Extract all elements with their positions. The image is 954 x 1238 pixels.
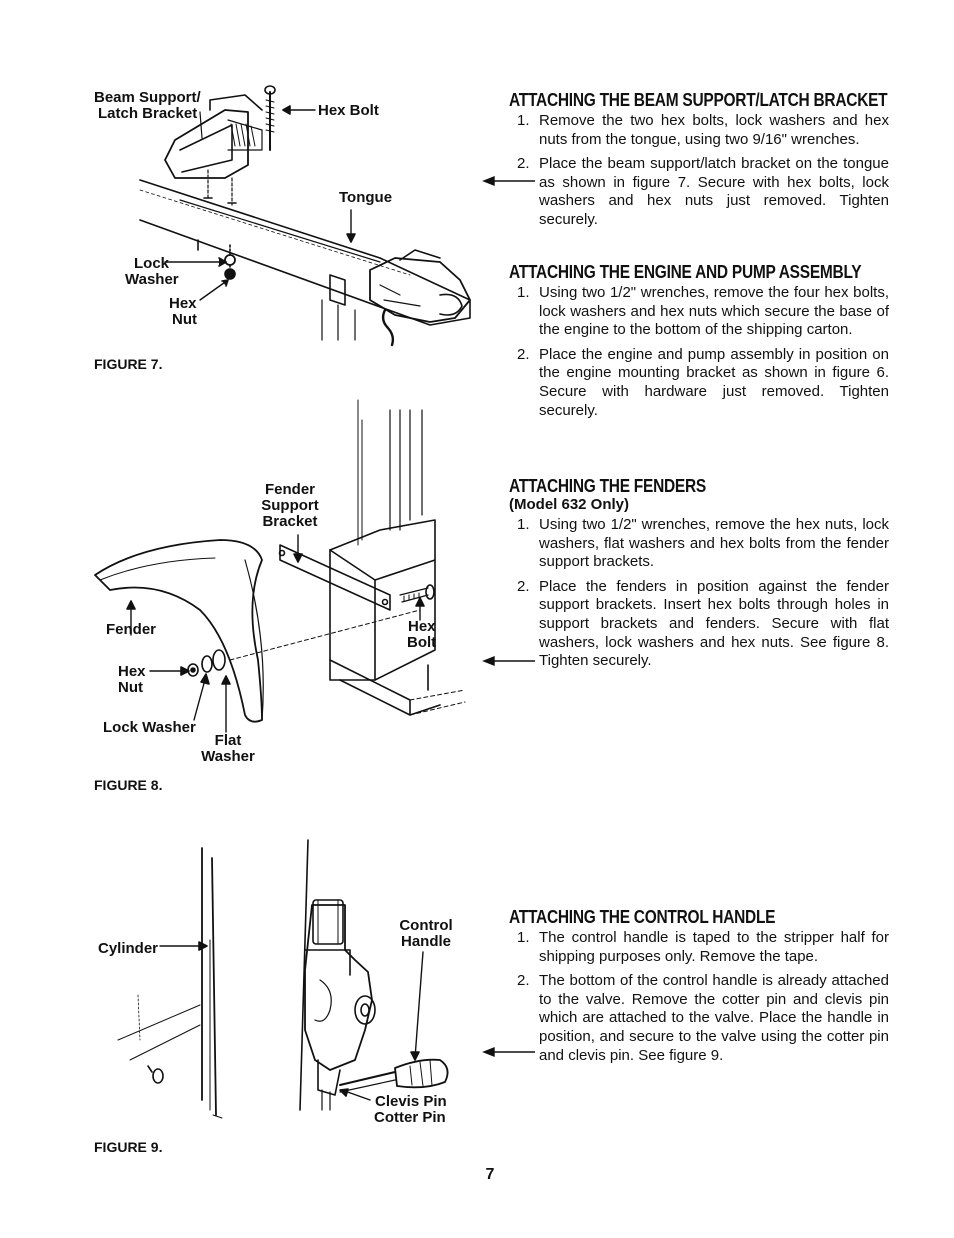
fig9-label-control-handle-1: Control (399, 917, 453, 934)
step-number: 2. (517, 345, 530, 363)
step-item (509, 516, 889, 572)
step-text: The control handle is taped to the stripper half for shipping purposes only. Remove the tape. (539, 929, 889, 965)
fig9-label-clevis-pin: Clevis Pin (375, 1093, 447, 1110)
fig7-label-nut: Nut (172, 311, 197, 328)
fig9-label-control-handle-2: Handle (400, 933, 451, 950)
section-fenders (509, 476, 889, 677)
step-text: Place the engine and pump assembly in position on the engine mounting bracket as shown in figure 6. Secure with hardware just removed. Tighten securely. (539, 345, 889, 419)
step-list (509, 929, 889, 1065)
fig8-label-hex-bolt-1: Hex (408, 618, 436, 635)
step-list (509, 112, 889, 230)
step-item (509, 929, 889, 966)
step-number: 2. (517, 577, 530, 595)
step-item (509, 284, 889, 340)
step-text: Using two 1/2" wrenches, remove the hex nuts, lock washers, flat washers and hex bolts from the fender support brackets. (539, 516, 889, 571)
section-title: ATTACHING THE CONTROL HANDLE (509, 907, 776, 927)
step-number: 1. (517, 112, 530, 129)
step-text: Using two 1/2" wrenches, remove the four hex bolts, lock washers and hex nuts which secure the base of the engine to the bottom of the shipping carton. (539, 284, 889, 339)
fig9-label-cylinder: Cylinder (98, 940, 159, 957)
figure-9-caption: FIGURE 9. (94, 1139, 163, 1155)
step-number: 2. (517, 155, 530, 173)
fig8-label-hex-nut-1: Hex (118, 663, 146, 680)
fig8-label-hex-nut-2: Nut (118, 679, 143, 696)
fig8-label-flat-washer-2: Washer (201, 748, 255, 765)
section-engine-pump (509, 262, 889, 426)
section-subtitle: (Model 632 Only) (509, 496, 630, 513)
step-number: 2. (517, 972, 530, 990)
page-number: 7 (485, 1166, 495, 1183)
step-item (509, 155, 889, 229)
step-list (509, 284, 889, 420)
fig7-label-hex-bolt: Hex Bolt (318, 102, 379, 119)
fig7-label-lock: Lock (134, 255, 170, 272)
section-beam-support (509, 90, 889, 236)
fig8-label-lock-washer: Lock Washer (103, 719, 196, 736)
step-text: The bottom of the control handle is already attached to the valve. Remove the cotter pin and clevis pin which are attached to the valve. Place the handle in position, and secure to the valve using the cotter pin and clevis pin. See figure 9. (539, 972, 889, 1064)
section-control-handle (509, 907, 889, 1071)
step-item (509, 346, 889, 420)
fig7-label-tongue: Tongue (339, 189, 393, 206)
fig8-label-hex-bolt-2: Bolt (407, 634, 437, 651)
section-title: ATTACHING THE BEAM SUPPORT/LATCH BRACKET (509, 90, 888, 110)
fig7-label-latch-bracket: Latch Bracket (98, 105, 198, 122)
step-list (509, 516, 889, 671)
step-number: 1. (517, 284, 530, 301)
fig7-label-hex: Hex (169, 295, 197, 312)
section-title: ATTACHING THE ENGINE AND PUMP ASSEMBLY (509, 262, 862, 282)
step-item (509, 578, 889, 671)
fig8-label-fender-support-2: Support (261, 497, 319, 514)
section-title: ATTACHING THE FENDERS (509, 476, 706, 496)
step-text: Place the fenders in position against the fender support brackets. Insert hex bolts through holes in support brackets and fenders. Secure with flat washers, lock washers and hex nuts. See figure 8. Tighten securely. (539, 577, 889, 670)
step-text: Place the beam support/latch bracket on the tongue as shown in figure 7. Secure with hex bolts, lock washers and hex nuts just removed. Tighten securely. (539, 155, 889, 228)
fig7-label-beam-support: Beam Support/ (94, 89, 201, 106)
step-item (509, 112, 889, 149)
figure-7-caption: FIGURE 7. (94, 356, 163, 372)
step-number: 1. (517, 929, 530, 946)
fig8-label-fender: Fender (106, 621, 157, 638)
fig9-label-cotter-pin: Cotter Pin (374, 1109, 446, 1126)
step-number: 1. (517, 516, 530, 533)
fig8-label-flat-washer-1: Flat (214, 732, 242, 749)
fig8-label-fender-support-3: Bracket (262, 513, 318, 530)
step-item (509, 972, 889, 1065)
fig7-label-washer: Washer (125, 271, 179, 288)
step-text: Remove the two hex bolts, lock washers and hex nuts from the tongue, using two 9/16" wrenches. (539, 112, 889, 148)
figure-8-caption: FIGURE 8. (94, 777, 163, 793)
fig8-label-fender-support-1: Fender (264, 481, 315, 498)
